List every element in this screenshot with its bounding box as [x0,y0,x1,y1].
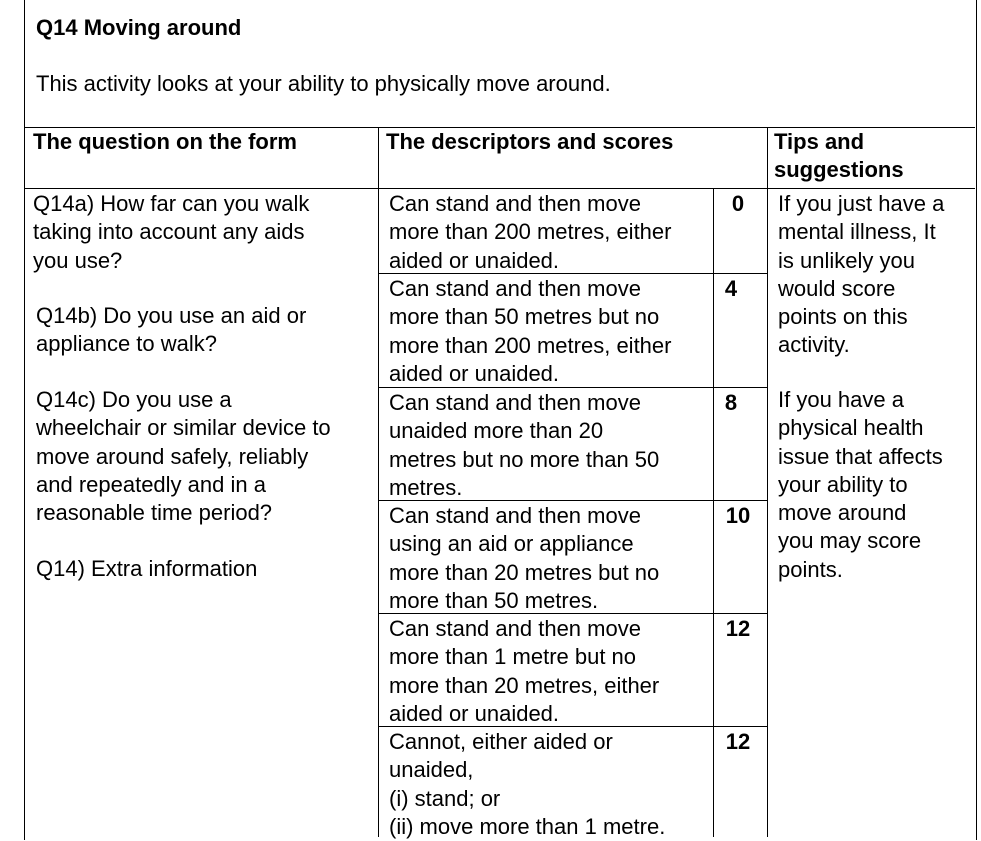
descriptor-score: 8 [724,390,738,415]
descriptor-score: 10 [725,503,751,528]
tip-mental-illness: If you just have a mental illness, It is unlikely you would score points on this activity. [778,191,945,358]
question-q14a: Q14a) How far can you walk taking into account any aids you use? [33,191,310,273]
descriptor-score: 0 [731,191,745,216]
header-bottom-rule [24,188,975,189]
descriptor-score: 4 [724,276,738,301]
section-intro: This activity looks at your ability to physically move around. [36,71,611,96]
descriptor-score: 12 [725,616,751,641]
question-q14b: Q14b) Do you use an aid or appliance to walk? [36,303,307,357]
descriptor-text: Can stand and then move more than 200 metres, either aided or unaided. [389,191,672,273]
tip-physical-health: If you have a physical health issue that affects your ability to move around you may score points. [778,387,943,582]
question-q14-extra: Q14) Extra information [36,556,258,581]
descriptor-text: Cannot, either aided or unaided, (i) stand; or (ii) move more than 1 metre. [389,729,666,839]
descriptor-text: Can stand and then move more than 1 metre but no more than 20 metres, either aided or unaided. [389,616,660,726]
descriptor-score: 12 [725,729,751,754]
descriptor-text: Can stand and then move more than 50 metres but no more than 200 metres, either aided or unaided. [389,276,672,386]
column-divider-question [378,127,379,837]
header-tips: Tips and suggestions [774,129,904,182]
header-question: The question on the form [33,129,297,154]
header-descriptors: The descriptors and scores [386,129,674,154]
section-title: Q14 Moving around [36,15,242,40]
descriptor-text: Can stand and then move using an aid or appliance more than 20 metres but no more than 50 metres. [389,503,660,613]
question-q14c: Q14c) Do you use a wheelchair or similar device to move around safely, reliably and repeatedly and in a reasonable time period? [36,387,331,526]
column-divider-tips [767,127,768,837]
descriptor-text: Can stand and then move unaided more than 20 metres but no more than 50 metres. [389,390,660,500]
